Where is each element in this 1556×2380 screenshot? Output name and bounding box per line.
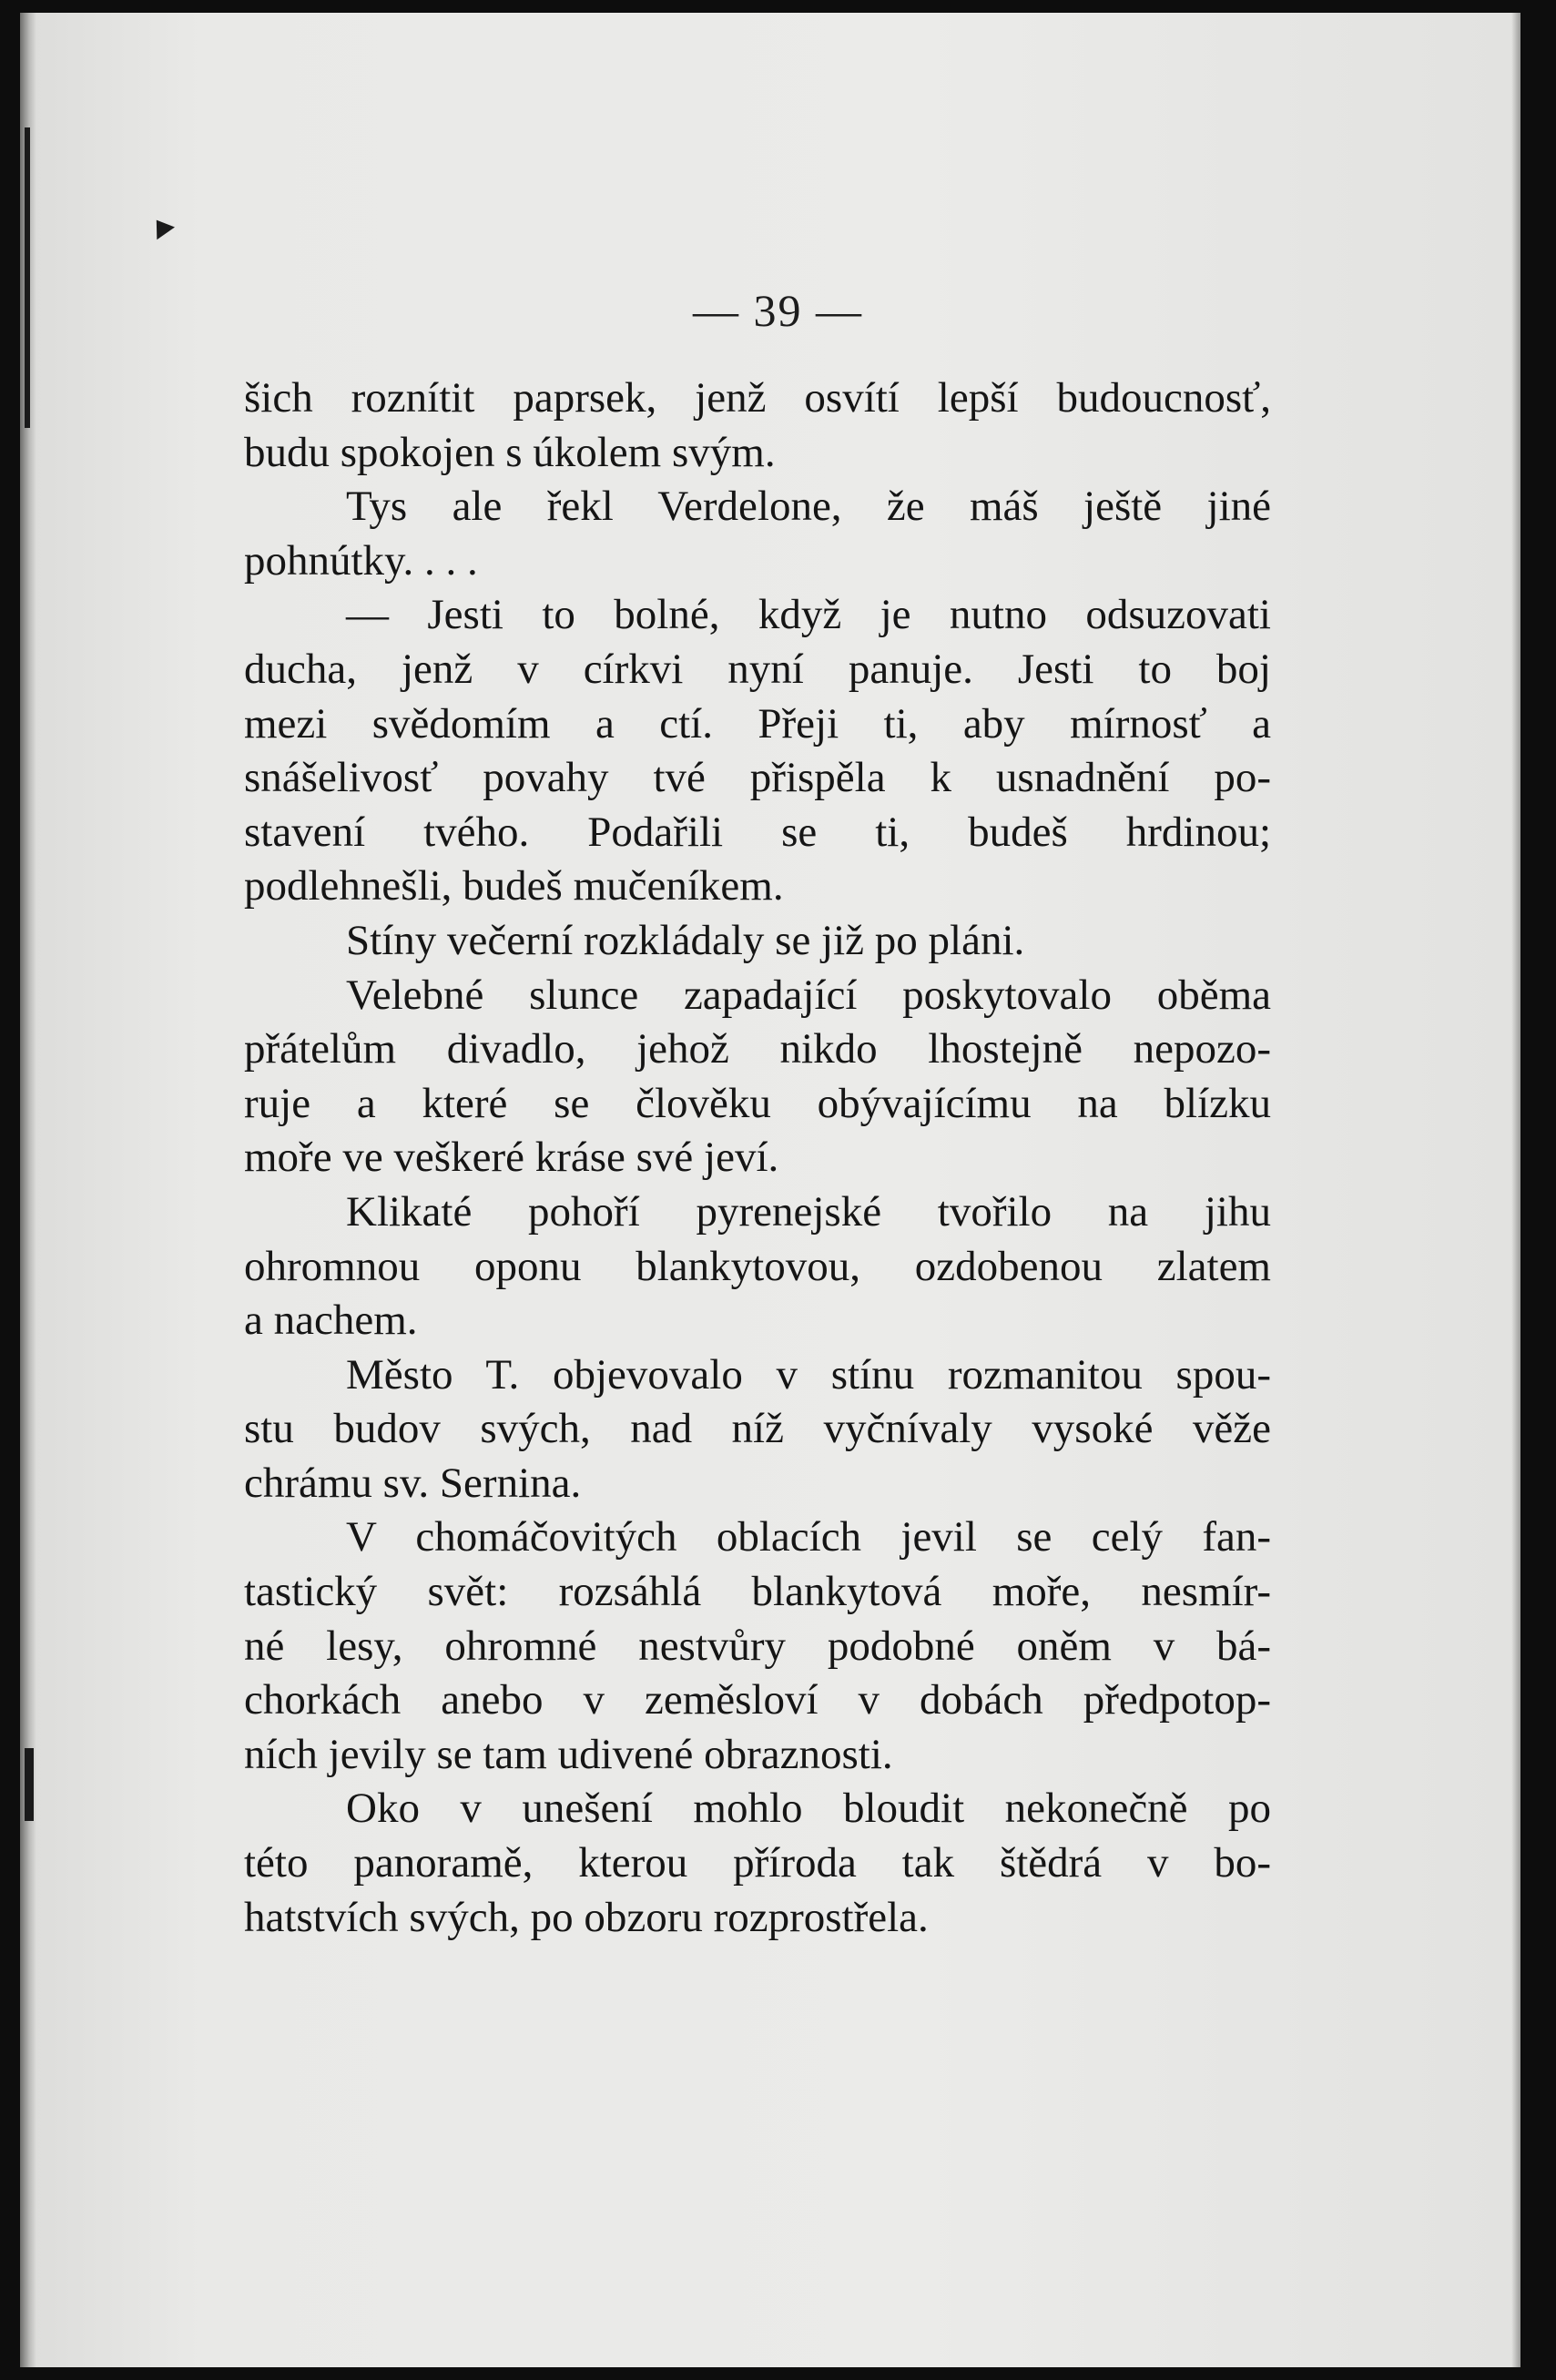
text-line: Tys ale řekl Verdelone, že máš ještě jiné [346,483,1271,531]
text-line: Oko v unešení mohlo bloudit nekonečně po [346,1785,1271,1833]
text-line: přátelům divadlo, jehož nikdo lhostejně nepozo- [244,1025,1271,1073]
binding-mark [25,127,30,428]
text-line: ducha, jenž v církvi nyní panuje. Jesti to boj [244,645,1271,693]
text-line: Velebné slunce zapadající poskytovalo oběma [346,971,1271,1019]
text-line: hatstvích svých, po obzoru rozprostřela. [244,1893,929,1941]
page-number: — 39 — [693,285,863,336]
text-line: pohnútky. . . . [244,536,478,585]
text-line: Klikaté pohoří pyrenejské tvořilo na jihu [346,1187,1271,1236]
text-line: stavení tvého. Podařili se ti, budeš hrdinou; [244,808,1271,856]
text-line: moře ve veškeré kráse své jeví. [244,1134,779,1182]
body-text [244,371,1271,1945]
text-line: Město T. objevovalo v stínu rozmanitou spou- [346,1350,1271,1399]
text-line: podlehnešli, budeš mučeníkem. [244,862,784,910]
text-line: a nachem. [244,1297,418,1345]
text-line: ruje a které se člověku obývajícímu na blízku [244,1079,1271,1127]
text-line: chorkách anebo v zeměsloví v dobách předpotop- [244,1676,1271,1724]
text-line: budu spokojen s úkolem svým. [244,428,776,476]
text-line: — Jesti to bolné, když je nutno odsuzovati [346,591,1271,639]
text-line: mezi svědomím a ctí. Přeji ti, aby mírnosť a [244,699,1271,748]
text-line: chrámu sv. Sernina. [244,1459,582,1507]
text-line: této panoramě, kterou příroda tak štědrá v bo- [244,1839,1271,1887]
text-line: tastický svět: rozsáhlá blankytová moře, nesmír- [244,1568,1271,1616]
text-line: stu budov svých, nad níž vyčnívaly vysoké věže [244,1405,1271,1453]
text-line: né lesy, ohromné nestvůry podobné oněm v bá- [244,1622,1271,1670]
text-line: ohromnou oponu blankytovou, ozdobenou zlatem [244,1242,1271,1290]
page-right-edge [1511,13,1520,2367]
text-line: V chomáčovitých oblacích jevil se celý fan- [346,1513,1271,1561]
binding-mark [25,1748,34,1821]
text-line: šich roznítit paprsek, jenž osvítí lepší budoucnosť, [244,374,1271,422]
text-line: snášelivosť povahy tvé přispěla k usnadnění po- [244,754,1271,802]
text-line: Stíny večerní rozkládaly se již po pláni. [346,916,1025,964]
text-line: ních jevily se tam udivené obraznosti. [244,1730,893,1778]
